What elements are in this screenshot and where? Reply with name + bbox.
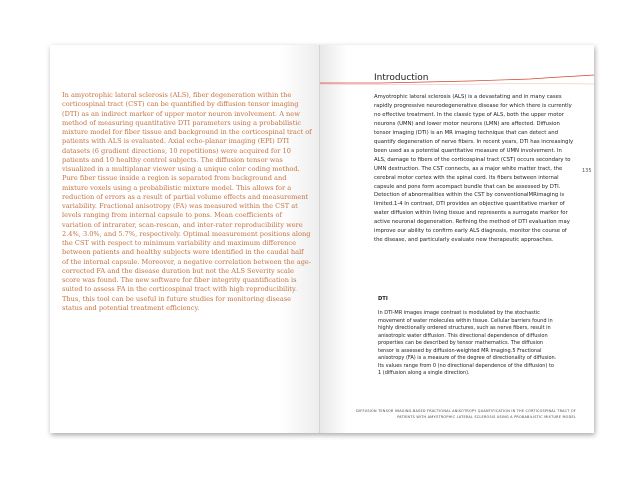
book-spread — [50, 45, 594, 433]
page-number: 135 — [582, 168, 592, 174]
running-footer-line-1: DIFFUSION TENSOR IMAGING-BASED FRACTIONAL ANISOTROPY QUANTIFICATION IN THE CORTICOSPINAL TRACT OF — [356, 409, 576, 413]
dti-box-text: In DTI-MR images image contrast is modulated by the stochastic movement of water molecules within tissue. Cellular barriers found in highly directionally ordered structures, such as nerve fibers, result in anisotropic water diffusion. This directional dependence of diffusion properties can be described by tensor mathematics. The diffusion tensor is assessed by diffusion-weighted MR imaging.5 Fractional anisotropy (FA) is a measure of the degree of directionality of diffusion. Its values range from 0 (no directional dependence of the diffusion) to 1 (diffusion along a single direction). — [378, 310, 557, 376]
running-footer-line-2: PATIENTS WITH AMYOTROPHIC LATERAL SCLEROSIS USING A PROBABILISTIC MIXTURE MODEL — [397, 415, 576, 419]
title-rule-line — [320, 63, 594, 93]
dti-box-heading: DTI — [378, 296, 388, 302]
running-footer — [320, 408, 576, 420]
chapter-title: Introduction — [374, 73, 429, 83]
left-page — [50, 45, 320, 433]
abstract-text: In amyotrophic lateral sclerosis (ALS), fiber degeneration within the corticospinal tract (CST) can be quantified by diffusion tensor imaging (DTI) as an indirect marker of upper motor neuron involvement. A new method of measuring quantitative DTI parameters using a probabilistic mixture model for fiber tissue and background in the corticospinal tract of patients with ALS is evaluated. Axial echo-planar imaging (EPI) DTI datasets (6 gradient directions, 10 repetitions) were acquired for 10 patients and 10 healthy control subjects. The diffusion tensor was visualized in a multiplanar viewer using a unique color coding method. Pure fiber tissue inside a region is separated from background and mixture voxels using a probabilistic mixture model. This allows for a reduction of errors as a result of partial volume effects and measurement variability. Fractional anisotropy (FA) was measured within the CST at levels ranging from internal capsule to pons. Mean coefficients of variation of intrarater, scan-rescan, and inter-rater reproducibility were 2.4%, 3.0%, and 5.7%, respectively. Optimal measurement positions along the CST with respect to minimum variability and maximum difference between patients and healthy subjects were identified in the caudal half of the internal capsule. Moreover, a negative correlation between the age-corrected FA and the disease duration but not the ALS Severity scale score was found. The new software for fiber integrity quantification is suited to assess FA in the corticospinal tract with high reproducibility. Thus, this tool can be useful in future studies for monitoring disease status and potential treatment efficiency. — [62, 91, 312, 312]
right-page — [320, 45, 594, 433]
introduction-body: Amyotrophic lateral sclerosis (ALS) is a devastating and in many cases rapidly progressive neurodegenerative disease for which there is currently no effective treatment. In the classic type of ALS, both the upper motor neurons (UMN) and lower motor neurons (LMN) are affected. Diffusion tensor imaging (DTI) is an MR imaging technique that can detect and quantify degeneration of nerve fibers. In recent years, DTI has increasingly been used as a potential quantitative measure of UMN involvement. In ALS, damage to fibers of the corticospinal tract (CST) occurs secondary to UMN destruction. The CST connects, as a major white matter tract, the cerebral motor cortex with the spinal cord. Its fibers between internal capsule and pons form acompact bundle that can be assessed by DTI. Detection of abnormalities within the CST by conventionalMRimaging is limited.1-4 In contrast, DTI provides an objective quantitative marker of water diffusion within living tissue and represents a surrogate marker for active neuronal degeneration. Refining the method of DTI evaluation may improve our ability to confirm early ALS diagnosis, monitor the course of the disease, and particularly evaluate new therapeutic approaches. — [374, 94, 574, 244]
